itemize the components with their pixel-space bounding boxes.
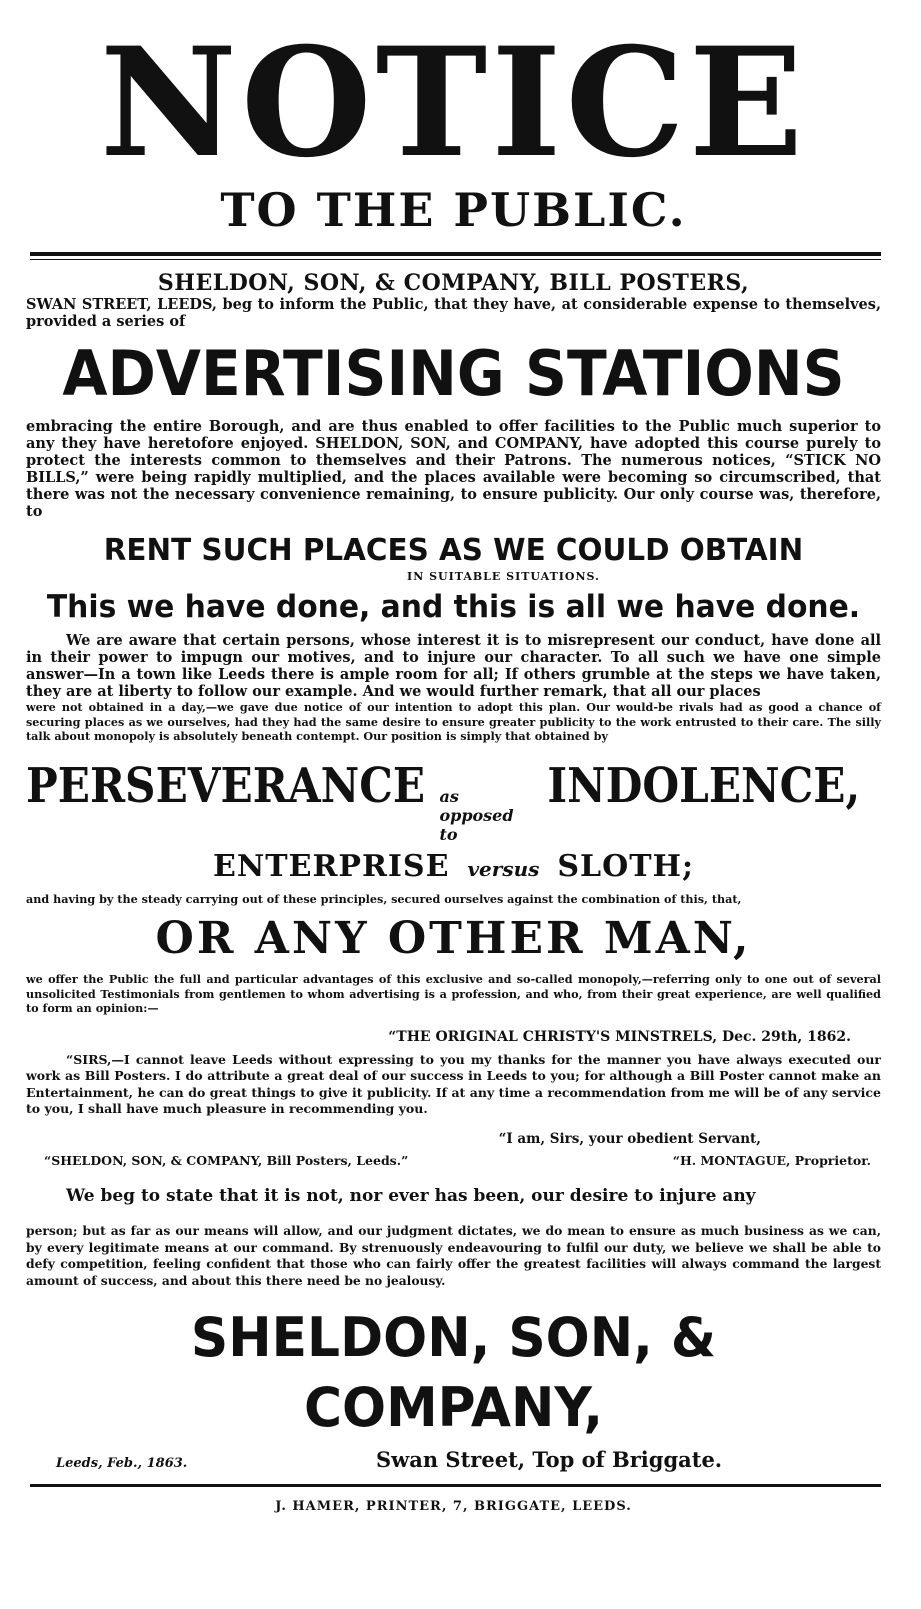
testimonial-heading: “THE ORIGINAL CHRISTY'S MINSTRELS, Dec. 29th, 1862. <box>388 1028 851 1045</box>
testimonial-signature: “H. MONTAGUE, Proprietor. <box>672 1153 871 1168</box>
paragraph-2-small: were not obtained in a day,—we gave due notice of our intention to adopt this plan. Our would-be rivals had as good a chance of securing places as we ourselves, had they had the same desire to ensure greater publicity to the work entrusted to their care. The silly talk about monopoly is absolutely beneath contempt. Our position is simply that obtained by <box>26 700 881 743</box>
done-heading: This we have done, and this is all we have done. <box>46 589 861 625</box>
date: Leeds, Feb., 1863. <box>56 1456 188 1471</box>
versus-word: versus <box>467 856 540 881</box>
headline: NOTICE <box>99 15 808 191</box>
paragraph-1: embracing the entire Borough, and are thus enabled to offer facilities to the Public much superior to any they have heretofore enjoyed. SHELDON, SON, and COMPANY, have adopted this course purely to protect the interests common to themselves and their Patrons. The numerous notices, “STICK NO BILLS,” were being rapidly multiplied, and the places available were becoming so circumscribed, that there was not the necessary convenience remaining, to ensure publicity. Our only course was, therefore, to <box>26 418 881 520</box>
top-rule <box>30 252 881 260</box>
paragraph-3: and having by the steady carrying out of these principles, secured ourselves against the combination of this, that, <box>26 891 742 906</box>
perseverance-word: PERSEVERANCE <box>26 757 426 814</box>
testimonial-signature-line <box>44 1152 871 1170</box>
indolence-word: INDOLENCE, <box>546 757 860 814</box>
address: Swan Street, Top of Briggate. <box>376 1447 723 1472</box>
enterprise-word: ENTERPRISE <box>212 848 450 884</box>
intro-text: SWAN STREET, LEEDS, beg to inform the Public, that they have, at considerable expense to themselves, provided a series of <box>26 296 881 330</box>
paragraph-2-large: We are aware that certain persons, whose interest it is to misrepresent our conduct, have done all in their power to impugn our motives, and to injure our character. To all such we have one simple answer—In a town like Leeds there is ample room for all; If others grumble at the steps we have taken, they are at liberty to follow our example. And we would further remark, that all our places <box>26 632 881 700</box>
advertising-stations: ADVERTISING STATIONS <box>62 337 845 410</box>
testimonial-signoff: “I am, Sirs, your obedient Servant, <box>498 1131 761 1147</box>
printer-credit: J. HAMER, PRINTER, 7, BRIGGATE, LEEDS. <box>275 1499 632 1514</box>
suitable-subheading: IN SUITABLE SITUATIONS. <box>407 570 600 583</box>
closing-small: person; but as far as our means will allow, and our judgment dictates, we do mean to ensure as much business as we can, by every legitimate means at our command. By strenuously endeavouring to fulfil our duty, we believe we shall be able to defy competition, feeling confident that those who can fairly offer the greatest facilities will always command the largest amount of success, and about this there need be no jealousy. <box>26 1223 881 1288</box>
opposed-word: as opposed to <box>439 786 514 844</box>
rent-heading: RENT SUCH PLACES AS WE COULD OBTAIN <box>103 533 804 568</box>
subheadline: TO THE PUBLIC. <box>220 183 687 237</box>
closing-large: We beg to state that it is not, nor ever has been, our desire to injure any <box>66 1186 756 1206</box>
perseverance-line <box>26 756 881 844</box>
testimonial-addressee: “SHELDON, SON, & COMPANY, Bill Posters, Leeds.” <box>44 1153 409 1168</box>
enterprise-line <box>26 848 881 886</box>
or-any-other-man: OR ANY OTHER MAN, <box>155 913 752 964</box>
date-address-line <box>26 1447 881 1472</box>
company-name: SHELDON, SON, & COMPANY, <box>190 1306 717 1439</box>
bottom-rule <box>30 1484 881 1487</box>
testimonial-body: “SIRS,—I cannot leave Leeds without expressing to you my thanks for the manner you have always executed our work as Bill Posters. I do attribute a great deal of our success in Leeds to you; for although a Bill Poster cannot make an Entertainment, he can do great things to give it publicity. If at any time a recommendation from me will be of any service to you, I shall have much pleasure in recommending you. <box>26 1051 881 1116</box>
sloth-word: SLOTH; <box>557 848 695 884</box>
intro-lead: SHELDON, SON, & COMPANY, BILL POSTERS, <box>157 270 750 296</box>
paragraph-4: we offer the Public the full and particular advantages of this exclusive and so-called monopoly,—referring only to one out of several unsolicited Testimonials from gentlemen to whom advertising is a profession, and who, from their great experience, are well qualified to form an opinion:— <box>26 972 881 1015</box>
